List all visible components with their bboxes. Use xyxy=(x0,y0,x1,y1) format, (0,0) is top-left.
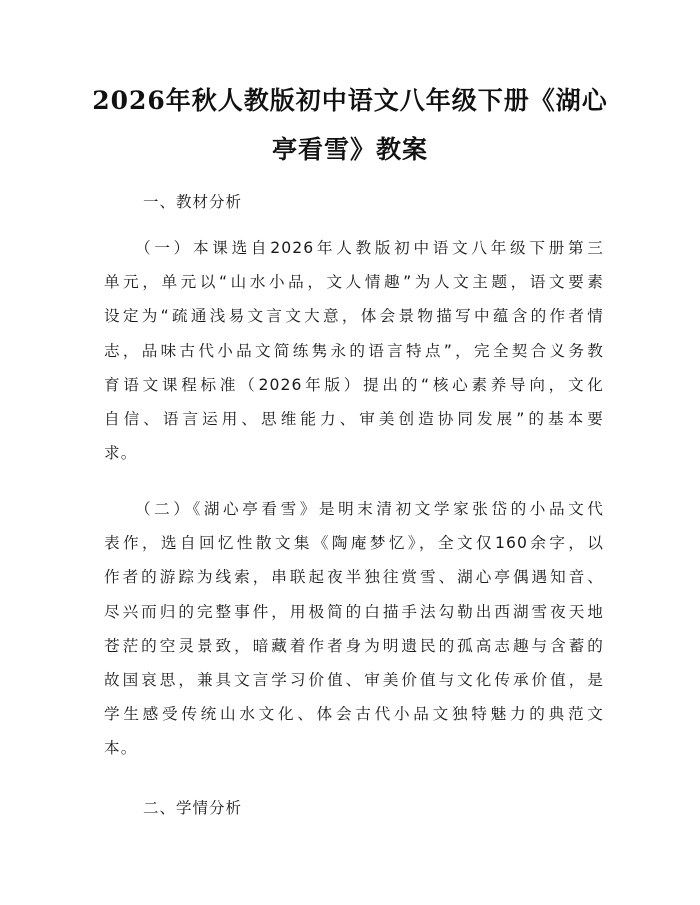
document-title-line-1: 2026年秋人教版初中语文八年级下册《湖心 xyxy=(92,86,608,115)
paragraph-line: （二）《湖心亭看雪》是明末清初文学家张岱的小品文代 xyxy=(135,500,604,518)
paragraph-line: 求。 xyxy=(104,444,138,463)
section-heading-textbook-analysis: 一、教材分析 xyxy=(143,193,243,211)
document-title-line-2: 亭看雪》教案 xyxy=(271,135,428,164)
paragraph-line: 自信、语言运用、思维能力、审美创造协同发展”的基本要 xyxy=(104,409,604,428)
paragraph-line: 尽兴而归的完整事件，用极简的白描手法勾勒出西湖雪夜天地 xyxy=(104,602,604,621)
section-heading-student-analysis: 二、学情分析 xyxy=(143,799,243,817)
paragraph-line: 育语文课程标准（2026年版）提出的“核心素养导向，文化 xyxy=(104,375,604,394)
paragraph-line: 故国哀思，兼具文言学习价值、审美价值与文化传承价值，是 xyxy=(104,670,604,689)
paragraph-line: 志，品味古代小品文简练隽永的语言特点”，完全契合义务教 xyxy=(104,341,604,360)
paragraph-text-introduction xyxy=(104,499,604,773)
paragraph-line: 苍茫的空灵景致，暗藏着作者身为明遗民的孤高志趣与含蓄的 xyxy=(104,636,604,655)
paragraph-line: 设定为“疏通浅易文言文大意，体会景物描写中蕴含的作者情 xyxy=(104,307,604,326)
paragraph-line: 作者的游踪为线索，串联起夜半独往赏雪、湖心亭偶遇知音、 xyxy=(104,568,604,587)
paragraph-line: 单元，单元以“山水小品，文人情趣”为人文主题，语文要素 xyxy=(104,273,604,292)
paragraph-textbook-unit xyxy=(104,238,604,477)
paragraph-line: 学生感受传统山水文化、体会古代小品文独特魅力的典范文 xyxy=(104,705,604,724)
paragraph-line: 本。 xyxy=(104,739,138,758)
paragraph-line: 表作，选自回忆性散文集《陶庵梦忆》，全文仅160余字，以 xyxy=(104,534,604,553)
paragraph-line: （一）本课选自2026年人教版初中语文八年级下册第三 xyxy=(135,239,604,257)
